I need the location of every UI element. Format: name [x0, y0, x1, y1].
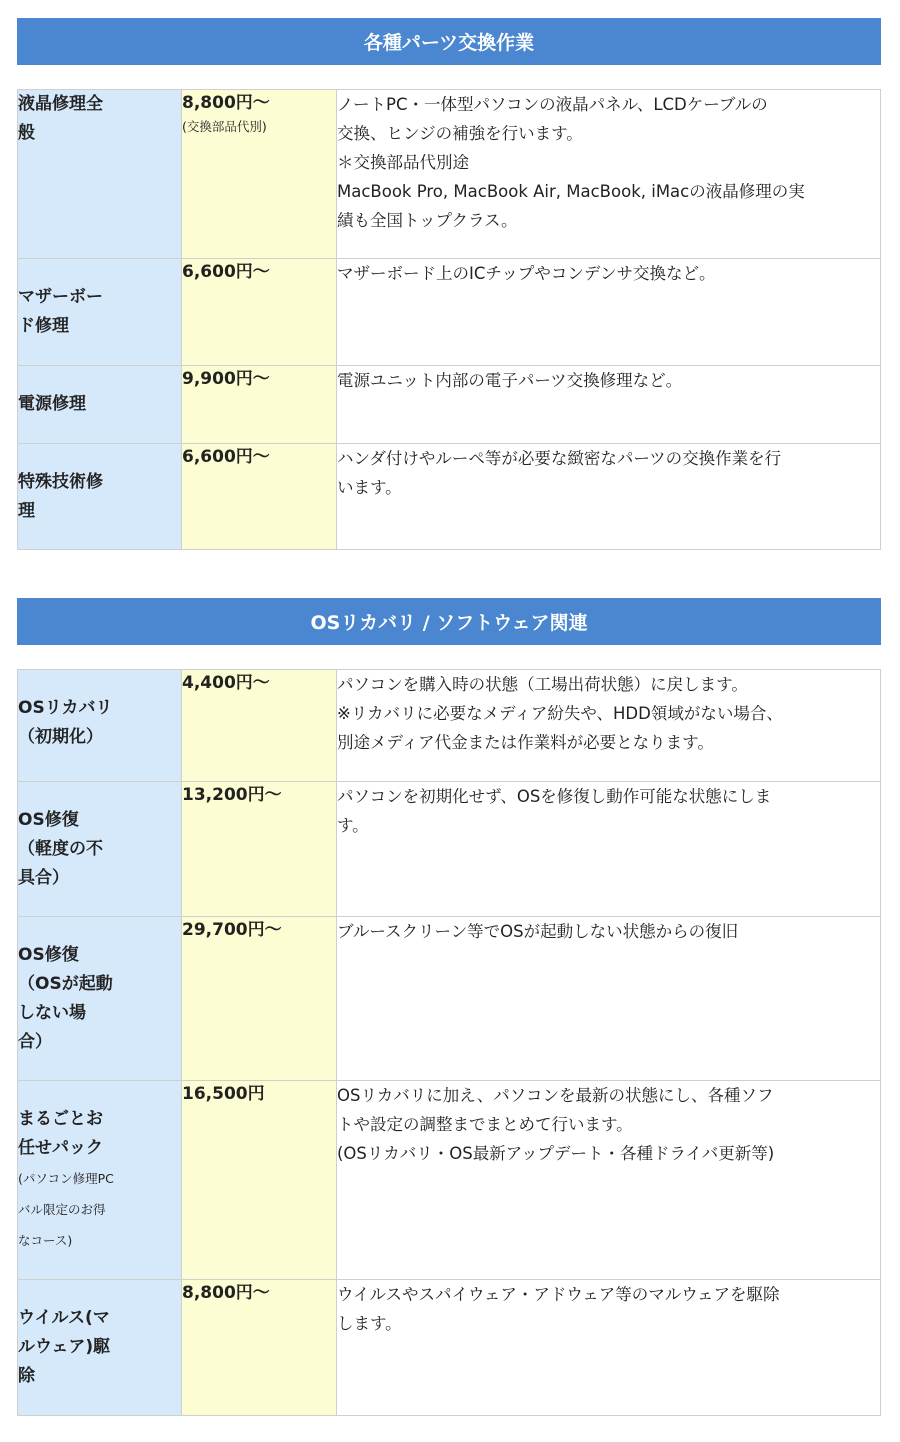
service-price: 13,200円〜 [182, 782, 337, 917]
service-name-note: バル限定のお得 [18, 1202, 106, 1217]
service-description: ノートPC・一体型パソコンの液晶パネル、LCDケーブルの 交換、ヒンジの補強を行います。 ＊交換部品代別途 MacBook Pro, MacBook Air, MacBook, iMacの液晶修理の実 績も全国トップクラス。 [337, 90, 881, 259]
section-title-os-software: OSリカバリ / ソフトウェア関連 [17, 598, 881, 645]
service-name-note: なコース) [18, 1233, 73, 1248]
section-title-parts: 各種パーツ交換作業 [17, 18, 881, 65]
service-description: ブルースクリーン等でOSが起動しない状態からの復旧 [337, 917, 881, 1081]
service-price: 29,700円〜 [182, 917, 337, 1081]
table-row [18, 259, 881, 366]
table-row [18, 1280, 881, 1416]
service-name: OSリカバリ （初期化） [18, 670, 182, 782]
service-name: OS修復 （OSが起動 しない場 合） [18, 917, 182, 1081]
service-name: まるごとお 任せパック (パソコン修理PC バル限定のお得 なコース) [18, 1081, 182, 1280]
service-price: 8,800円〜 (交換部品代別) [182, 90, 337, 259]
service-description: パソコンを初期化せず、OSを修復し動作可能な状態にしま す。 [337, 782, 881, 917]
service-description: ウイルスやスパイウェア・アドウェア等のマルウェアを駆除 します。 [337, 1280, 881, 1416]
table-row [18, 782, 881, 917]
service-name: 特殊技術修 理 [18, 444, 182, 550]
table-row [18, 444, 881, 550]
price-table-os-software [17, 669, 881, 1416]
price-note: (交換部品代別) [182, 119, 267, 134]
service-price: 6,600円〜 [182, 259, 337, 366]
table-row [18, 917, 881, 1081]
table-row [18, 366, 881, 444]
service-name: OS修復 （軽度の不 具合） [18, 782, 182, 917]
service-price: 6,600円〜 [182, 444, 337, 550]
service-description: ハンダ付けやルーペ等が必要な緻密なパーツの交換作業を行 います。 [337, 444, 881, 550]
price-table-parts [17, 89, 881, 550]
service-price: 4,400円〜 [182, 670, 337, 782]
service-name-note: (パソコン修理PC [18, 1171, 114, 1186]
service-description: パソコンを購入時の状態（工場出荷状態）に戻します。 ※リカバリに必要なメディア紛失や、HDD領域がない場合、 別途メディア代金または作業料が必要となります。 [337, 670, 881, 782]
service-name: 電源修理 [18, 366, 182, 444]
service-price: 16,500円 [182, 1081, 337, 1280]
table-row [18, 1081, 881, 1280]
service-description: 電源ユニット内部の電子パーツ交換修理など。 [337, 366, 881, 444]
service-description: OSリカバリに加え、パソコンを最新の状態にし、各種ソフ トや設定の調整までまとめて行います。 (OSリカバリ・OS最新アップデート・各種ドライバ更新等) [337, 1081, 881, 1280]
table-row [18, 670, 881, 782]
service-name: マザーボー ド修理 [18, 259, 182, 366]
service-price: 9,900円〜 [182, 366, 337, 444]
service-description: マザーボード上のICチップやコンデンサ交換など。 [337, 259, 881, 366]
service-name: ウイルス(マ ルウェア)駆 除 [18, 1280, 182, 1416]
table-row [18, 90, 881, 259]
service-name: 液晶修理全 般 [18, 90, 182, 259]
service-price: 8,800円〜 [182, 1280, 337, 1416]
